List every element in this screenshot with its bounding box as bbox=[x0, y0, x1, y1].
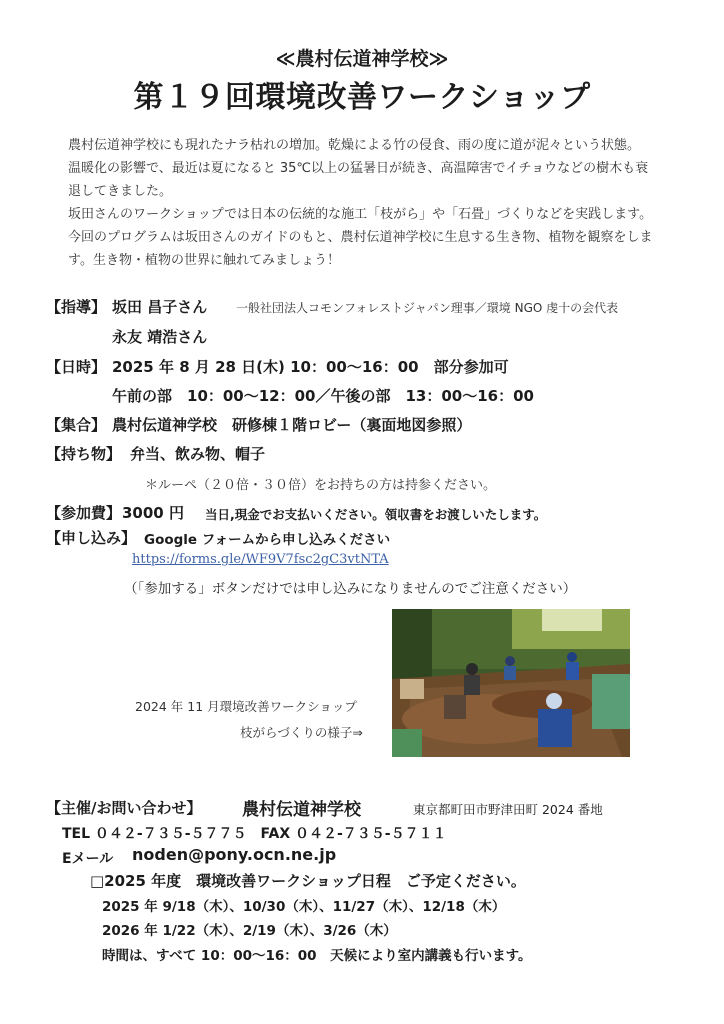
contact-email[interactable]: noden@pony.ocn.ne.jp bbox=[132, 845, 337, 864]
contact-email-label: Eメール bbox=[62, 851, 114, 867]
contact-label: 【主催/お問い合わせ】 bbox=[46, 799, 202, 817]
date-label: 【日時】 bbox=[46, 358, 107, 376]
place-value: 農村伝道神学校 研修棟１階ロビー（裏面地図参照） bbox=[112, 416, 472, 434]
items-note: ＊ルーペ（２０倍・３０倍）をお持ちの方は持参ください。 bbox=[145, 478, 497, 493]
intro-line: 坂田さんのワークショップでは日本の伝統的な施工「枝がら」や「石畳」づくりなどを実践します。 bbox=[68, 207, 653, 222]
items-value: 弁当、飲み物、帽子 bbox=[130, 445, 266, 463]
page-subtitle: ≪農村伝道神学校≫ bbox=[275, 48, 449, 70]
workshop-photo bbox=[392, 609, 630, 757]
apply-form-link[interactable]: https://forms.gle/WF9V7fsc2gC3vtNTA bbox=[132, 552, 389, 567]
fee-label: 【参加費】 bbox=[46, 504, 122, 522]
items-label: 【持ち物】 bbox=[46, 445, 122, 463]
page-title: 第１９回環境改善ワークショップ bbox=[133, 80, 591, 115]
schedule-line-1: 2025 年 9/18（木）、10/30（木）、11/27（木）、12/18（木） bbox=[102, 899, 506, 915]
intro-line: す。生き物・植物の世界に触れてみましょう！ bbox=[68, 253, 340, 268]
intro-line: 退してきました。 bbox=[68, 184, 173, 199]
instructor-2: 永友 靖浩さん bbox=[112, 328, 208, 346]
intro-line: 農村伝道神学校にも現れたナラ枯れの増加。乾燥による竹の侵食、雨の度に道が泥々という状態。 bbox=[68, 138, 641, 153]
date-sub: 午前の部 10：00～12：00／午後の部 13：00～16：00 bbox=[112, 387, 534, 405]
contact-address: 東京都町田市野津田町 2024 番地 bbox=[413, 802, 603, 817]
apply-value: Google フォームから申し込みください bbox=[144, 532, 391, 548]
contact-tel-fax: TEL ０４２-７３５-５７７５ FAX ０４２-７３５-５７１１ bbox=[62, 826, 447, 842]
apply-label: 【申し込み】 bbox=[46, 529, 137, 547]
apply-note: （「参加する」ボタンだけでは申し込みになりませんのでご注意ください） bbox=[124, 581, 577, 597]
instructor-label: 【指導】 bbox=[46, 298, 107, 316]
instructor-1-note: 一般社団法人コモンフォレストジャパン理事／環境 NGO 虔十の会代表 bbox=[236, 301, 619, 315]
date-value: 2025 年 8 月 28 日(木) 10：00～16：00 部分参加可 bbox=[112, 358, 509, 376]
instructor-1: 坂田 昌子さん bbox=[112, 298, 208, 316]
fee-note: 当日,現金でお支払いください。領収書をお渡しいたします。 bbox=[205, 507, 547, 522]
contact-org: 農村伝道神学校 bbox=[242, 800, 361, 820]
place-label: 【集合】 bbox=[46, 416, 107, 434]
photo-caption-1: 2024 年 11 月環境改善ワークショップ bbox=[135, 699, 357, 714]
fee-value: 3000 円 bbox=[122, 504, 184, 522]
intro-line: 温暖化の影響で、最近は夏になると 35℃以上の猛暑日が続き、高温障害でイチョウなどの樹木も衰 bbox=[68, 161, 649, 176]
schedule-note: 時間は、すべて 10：00～16：00 天候により室内講義も行います。 bbox=[102, 948, 532, 964]
photo-caption-2: 枝がらづくりの様子⇒ bbox=[240, 725, 363, 740]
schedule-line-2: 2026 年 1/22（木）、2/19（木）、3/26（木） bbox=[102, 923, 397, 939]
intro-line: 今回のプログラムは坂田さんのガイドのもと、農村伝道神学校に生息する生き物、植物を観察をしま bbox=[68, 230, 653, 245]
schedule-heading: □2025 年度 環境改善ワークショップ日程 ご予定ください。 bbox=[90, 872, 526, 890]
